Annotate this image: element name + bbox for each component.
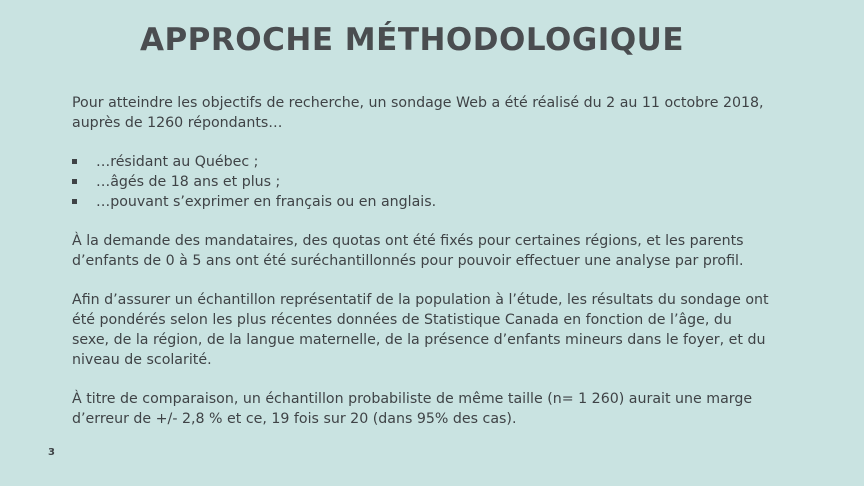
margin-of-error-paragraph: À titre de comparaison, un échantillon probabiliste de même taille (n= 1 260) aurait une marge d’erreur de +/- 2,8 % et ce, 19 fois sur 20 (dans 95% des cas). [72,391,753,427]
list-item [72,152,772,172]
slide-body [72,93,772,429]
page-number: 3 [48,447,55,458]
list-item [72,172,772,192]
criteria-list [72,152,772,212]
list-item-text: …pouvant s’exprimer en français ou en anglais. [96,194,437,210]
square-bullet-icon [72,159,77,164]
square-bullet-icon [72,199,77,204]
slide-title: APPROCHE MÉTHODOLOGIQUE [139,22,685,58]
quotas-paragraph: À la demande des mandataires, des quotas ont été fixés pour certaines régions, et les parents d’enfants de 0 à 5 ans ont été suréchantillonnés pour pouvoir effectuer une analyse par profil. [72,233,744,269]
list-item-text: …résidant au Québec ; [96,154,259,170]
list-item [72,192,772,212]
square-bullet-icon [72,179,77,184]
ponderation-paragraph: Afin d’assurer un échantillon représentatif de la population à l’étude, les résultats du sondage ont été pondérés selon les plus récentes données de Statistique Canada en fonction de l’âge, du sexe, de la région, de la langue maternelle, de la présence d’enfants mineurs dans le foyer, et du niveau de scolarité. [72,292,769,368]
list-item-text: …âgés de 18 ans et plus ; [96,174,281,190]
intro-paragraph: Pour atteindre les objectifs de recherche, un sondage Web a été réalisé du 2 au 11 octobre 2018, auprès de 1260 répondants… [72,95,764,131]
